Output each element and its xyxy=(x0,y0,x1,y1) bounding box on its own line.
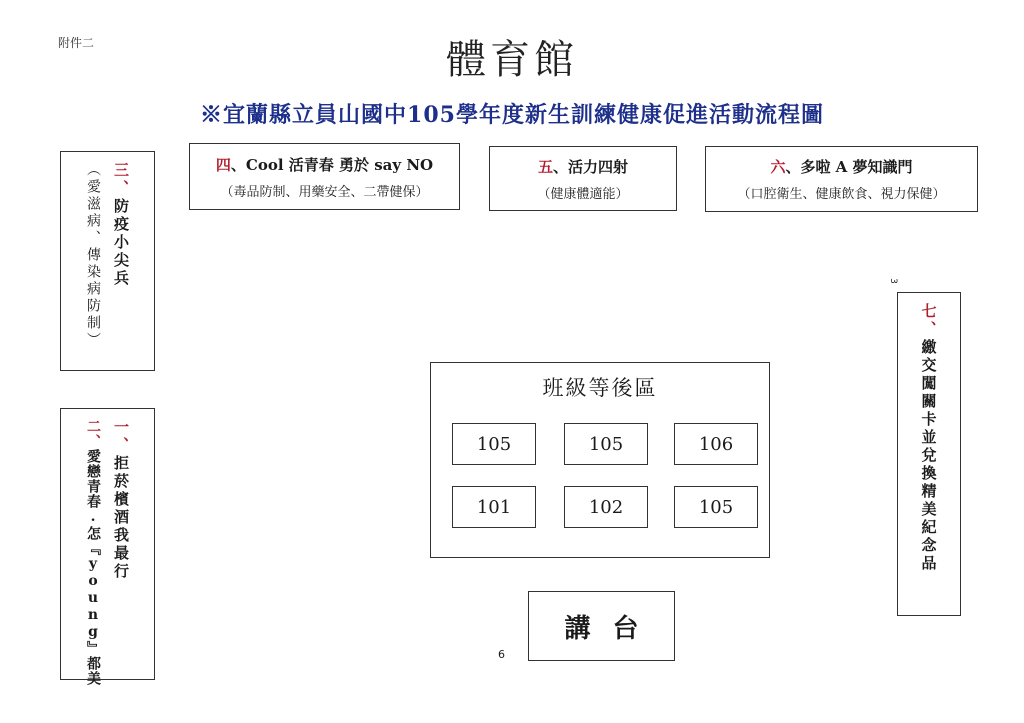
station-5-name: 、活力四射 xyxy=(553,157,629,176)
station-4-title xyxy=(216,154,433,175)
podium-box: 講台 xyxy=(528,591,675,661)
class-box-5: 102 xyxy=(564,486,648,528)
class-box-1: 105 xyxy=(452,423,536,465)
page-subtitle: ※宜蘭縣立員山國中105學年度新生訓練健康促進活動流程圖 xyxy=(200,102,824,128)
station-6-box xyxy=(705,146,978,212)
page-title: 體育館 xyxy=(446,37,578,83)
page-number-bottom: 6 xyxy=(498,648,505,661)
station-6-name: 、多啦 A 夢知識門 xyxy=(785,158,913,176)
station-6-detail: （口腔衛生、健康飲食、視力保健） xyxy=(737,187,946,202)
station-5-detail: （健康體適能） xyxy=(537,186,629,202)
station-1-name: 拒菸檳酒我最行 xyxy=(112,455,130,581)
class-box-3: 106 xyxy=(674,423,758,465)
station-5-box xyxy=(489,146,677,211)
station-7-title xyxy=(919,303,940,573)
station-4-detail: （毒品防制、用藥安全、二帶健保） xyxy=(220,184,429,200)
station-3-name: 防疫小尖兵 xyxy=(112,198,130,288)
station-4-number: 四 xyxy=(215,155,231,174)
station-4-box xyxy=(189,143,460,210)
station-1-2-box xyxy=(60,408,155,686)
station-3-title xyxy=(111,162,132,288)
station-3-box xyxy=(60,151,155,371)
station-1-number: 一、 xyxy=(112,419,130,455)
station-3-detail: （愛滋病、傳染病防制） xyxy=(85,162,101,349)
station-2-number: 二、 xyxy=(85,419,101,449)
station-4-name: 、Cool 活青春 勇於 say NO xyxy=(230,155,434,174)
station-2-name: 愛戀青春.怎『young』都美 xyxy=(85,449,101,686)
station-7-name: 繳交闖關卡並兌換精美紀念品 xyxy=(919,339,938,573)
class-box-2: 105 xyxy=(564,423,648,465)
station-7-box xyxy=(897,292,961,616)
station-3-number: 三、 xyxy=(112,162,130,198)
station-5-title xyxy=(538,156,628,177)
annex-label: 附件二 xyxy=(58,36,95,50)
station-6-number: 六 xyxy=(770,158,786,176)
page-number-side: 3 xyxy=(887,278,898,284)
station-6-title xyxy=(770,156,912,177)
station-1-title xyxy=(111,419,132,581)
class-box-4: 101 xyxy=(452,486,536,528)
station-2-title xyxy=(83,419,103,686)
class-box-6: 105 xyxy=(674,486,758,528)
station-7-number: 七、 xyxy=(919,303,938,339)
station-5-number: 五 xyxy=(537,157,553,176)
waiting-area-title: 班級等後區 xyxy=(542,376,658,400)
